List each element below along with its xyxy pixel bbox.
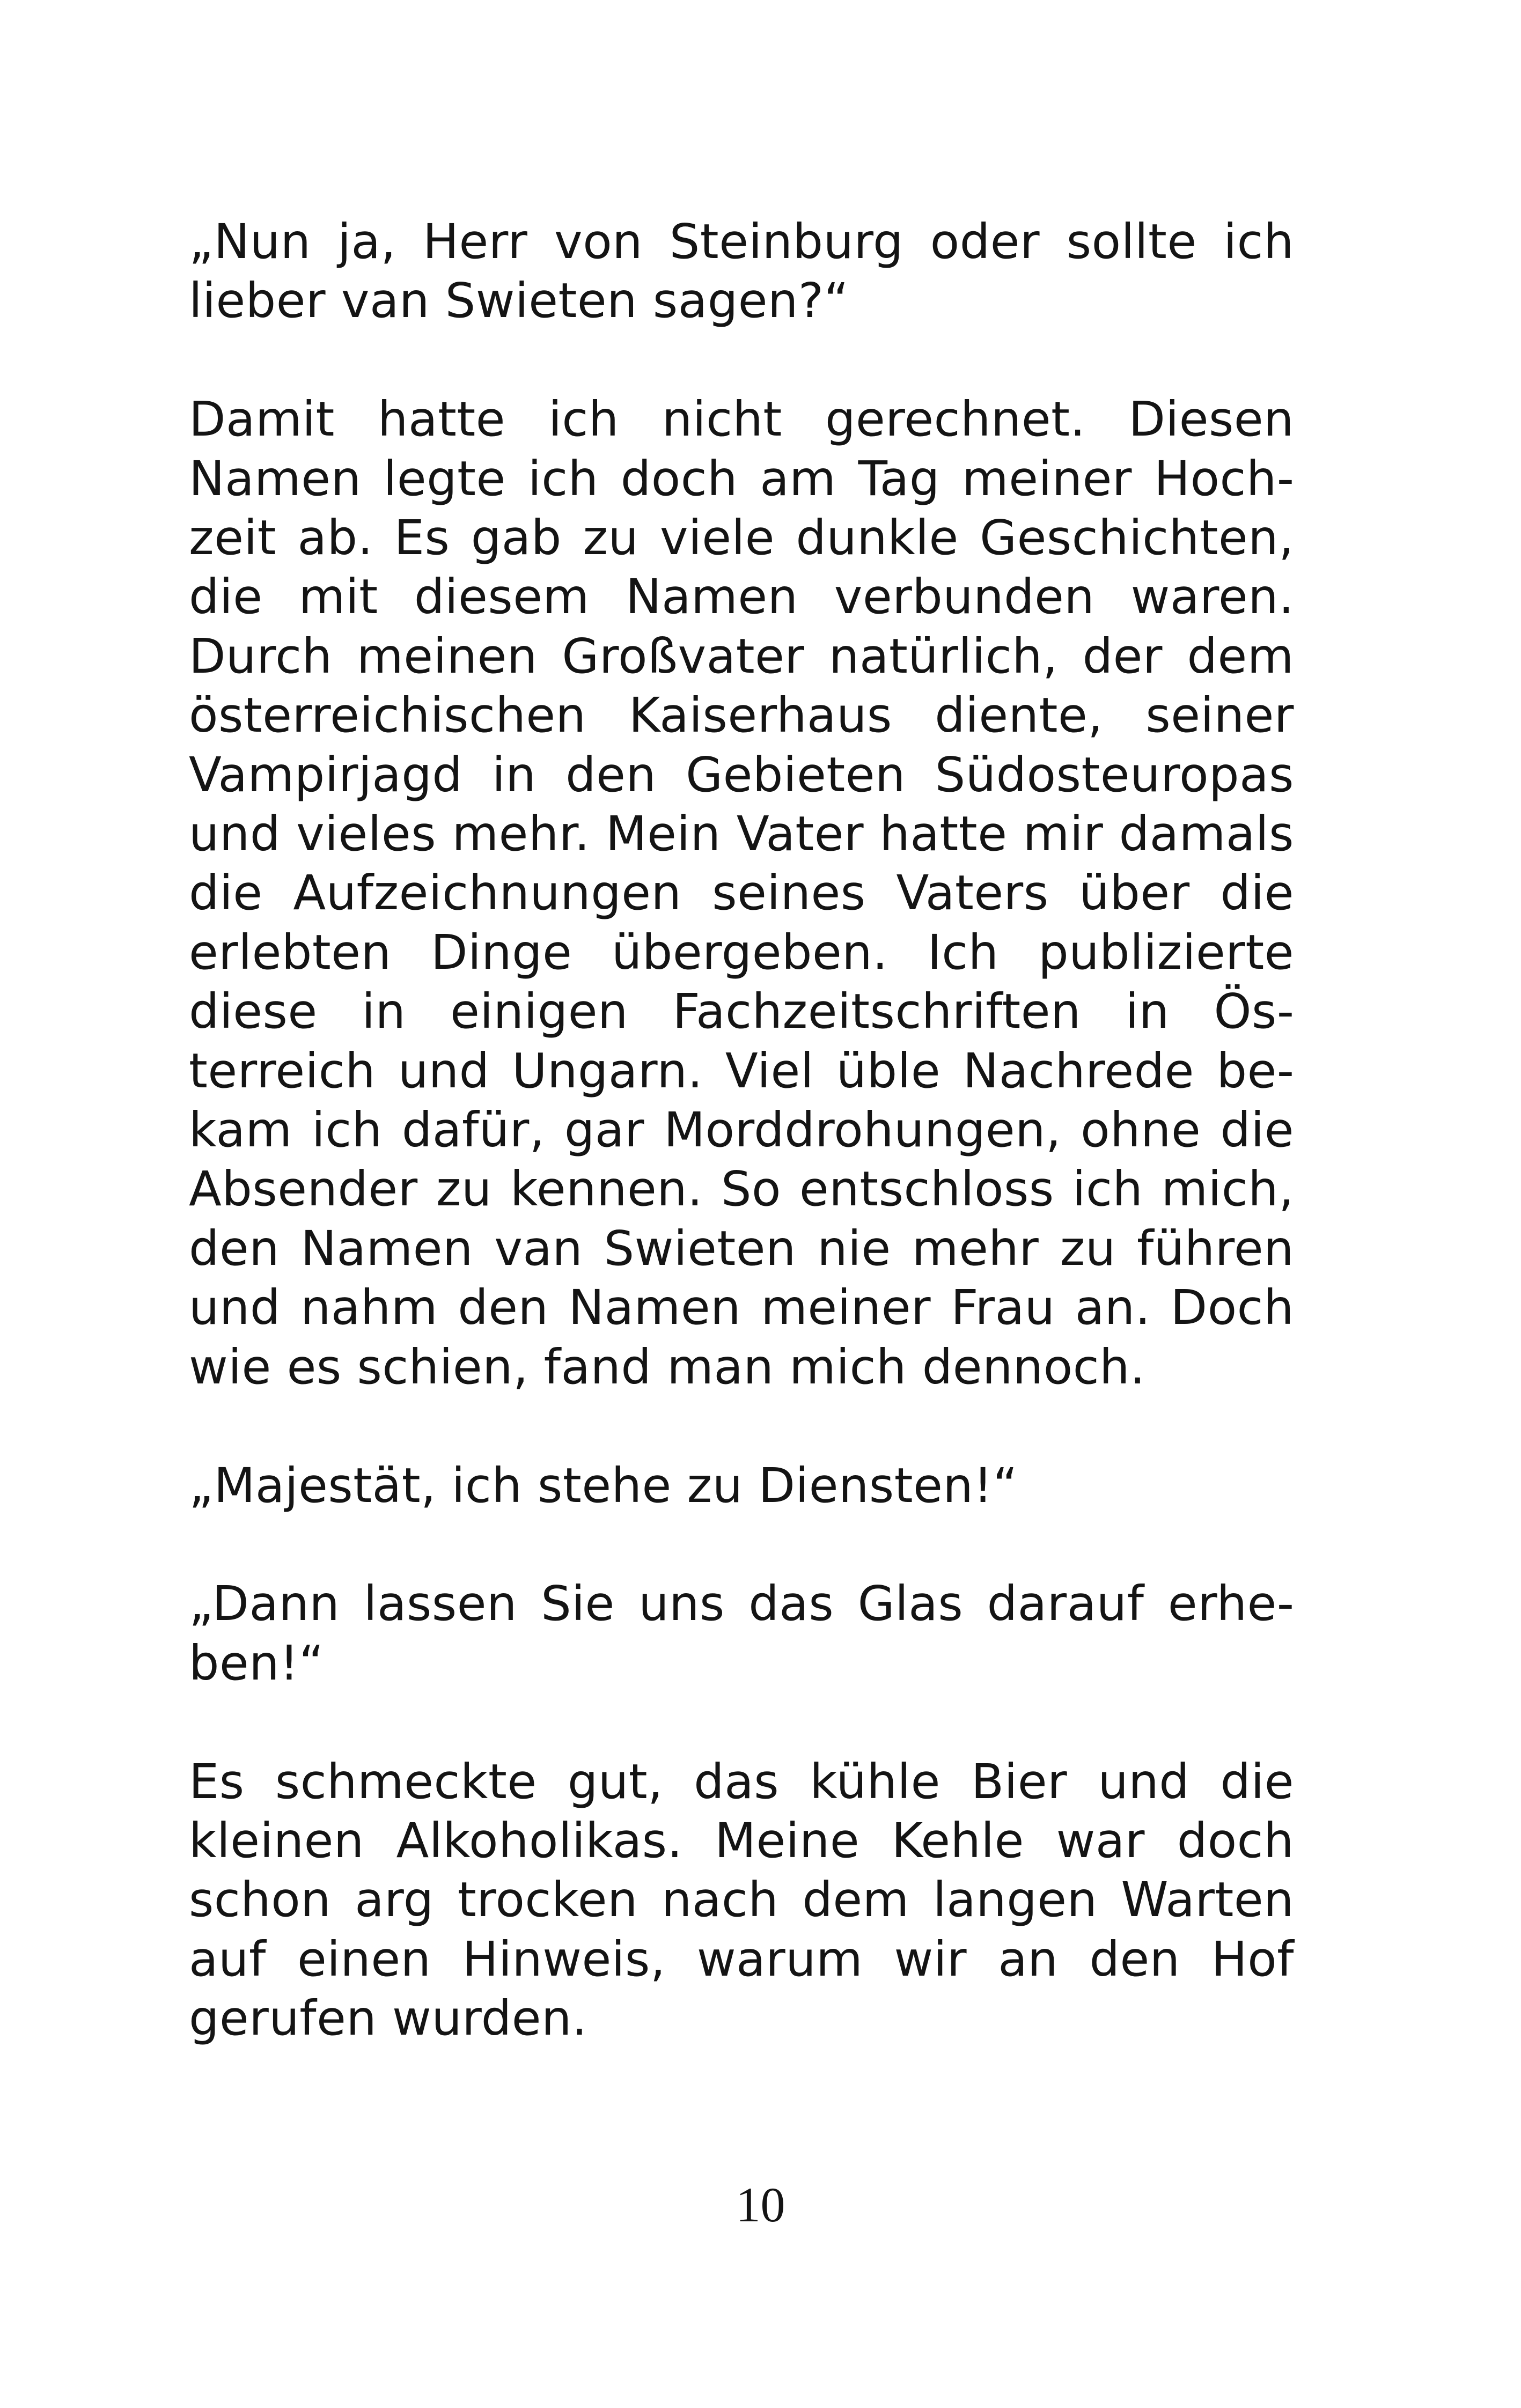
paragraph-2: Damit hatte ich nicht gerechnet. Diesen Namen legte ich doch am Tag meiner Hochzeit ab. Es gab zu viele dunkle Geschichten, die mit diesem Namen verbunden waren. Durch meinen Großvater natürlich, der dem österreichischen Kaiserhaus diente, seiner Vampirjagd in den Gebieten Südosteuropas und vieles mehr. Mein Vater hatte mir damals die Aufzeichnungen seines Vaters über die erlebten Dinge übergeben. Ich publizierte diese in einigen Fachzeitschriften in Österreich und Ungarn. Viel üble Nachrede bekam ich dafür, gar Morddrohungen, ohne die Absender zu kennen. So entschloss ich mich, den Namen van Swieten nie mehr zu führen und nahm den Namen meiner Frau an. Doch wie es schien, fand man mich dennoch. bbox=[189, 391, 1294, 1395]
page-number: 10 bbox=[736, 2177, 785, 2232]
body-text bbox=[189, 212, 1294, 2048]
paragraph-4: „Dann lassen Sie uns das Glas darauf erheben!“ bbox=[189, 1575, 1294, 1691]
paragraph-1: „Nun ja, Herr von Steinburg oder sollte ich lieber van Swieten sagen?“ bbox=[189, 213, 1294, 329]
paragraph-5: Es schmeckte gut, das kühle Bier und die kleinen Alkoholikas. Meine Kehle war doch schon arg trocken nach dem langen Warten auf einen Hinweis, warum wir an den Hof gerufen wurden. bbox=[189, 1753, 1294, 2046]
paragraph-3: „Majestät, ich stehe zu Diensten!“ bbox=[189, 1457, 1018, 1513]
